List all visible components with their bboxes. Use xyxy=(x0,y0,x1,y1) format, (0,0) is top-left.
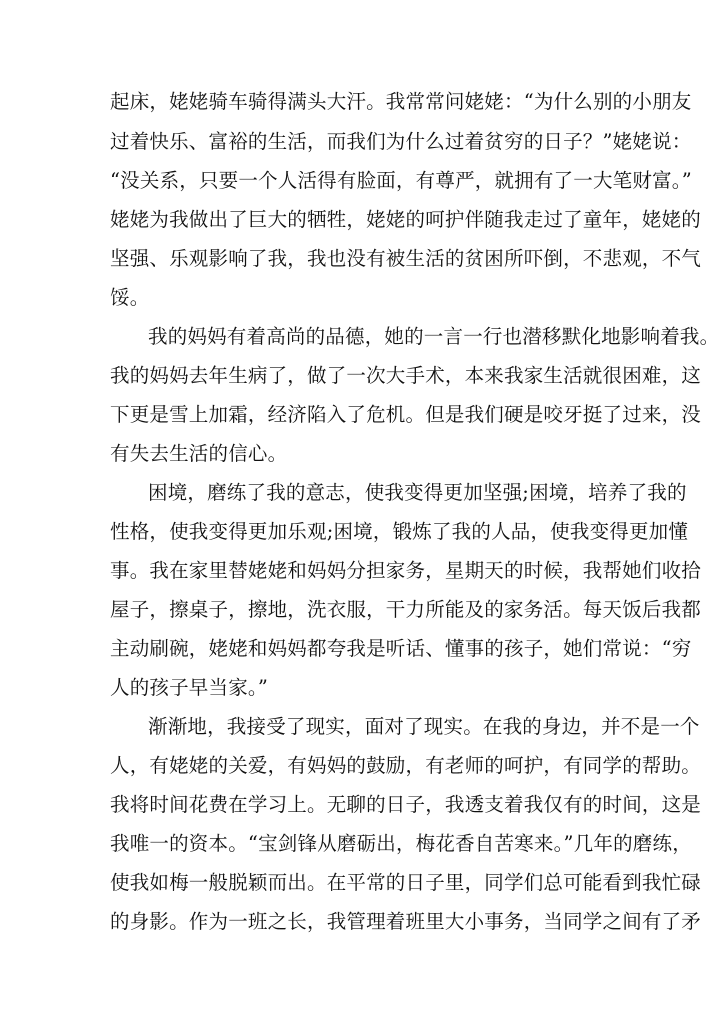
text-line: 屋子，擦桌子，擦地，洗衣服，干力所能及的家务活。每天饭后我都 xyxy=(110,598,702,621)
text-line: 馁。 xyxy=(110,286,150,309)
text-line: 过着快乐、富裕的生活，而我们为什么过着贫穷的日子？”姥姥说： xyxy=(110,130,692,153)
text-line: 人，有姥姥的关爱，有妈妈的鼓励，有老师的呵护，有同学的帮助。 xyxy=(110,754,702,777)
text-line: 我将时间花费在学习上。无聊的日子，我透支着我仅有的时间，这是 xyxy=(110,793,702,816)
paragraph-first-line: 渐渐地，我接受了现实，面对了现实。在我的身边，并不是一个 xyxy=(148,715,700,738)
text-line: “没关系，只要一个人活得有脸面，有尊严，就拥有了一大笔财富。” xyxy=(110,169,692,192)
paragraph-first-line: 我的妈妈有着高尚的品德，她的一言一行也潜移默化地影响着我。 xyxy=(148,325,720,348)
text-line: 坚强、乐观影响了我，我也没有被生活的贫困所吓倒，不悲观，不气 xyxy=(110,247,702,270)
text-line: 下更是雪上加霜，经济陷入了危机。但是我们硬是咬牙挺了过来，没 xyxy=(110,403,702,426)
text-line: 主动刷碗，姥姥和妈妈都夸我是听话、懂事的孩子，她们常说：“穷 xyxy=(110,637,692,660)
text-line: 姥姥为我做出了巨大的牺牲，姥姥的呵护伴随我走过了童年，姥姥的 xyxy=(110,208,702,231)
text-line: 人的孩子早当家。” xyxy=(110,676,269,699)
text-line: 有失去生活的信心。 xyxy=(110,442,288,465)
text-line: 事。我在家里替姥姥和妈妈分担家务，星期天的时候，我帮她们收拾 xyxy=(110,559,702,582)
text-line: 性格，使我变得更加乐观;困境，锻炼了我的人品，使我变得更加懂 xyxy=(110,520,689,543)
text-line: 的身影。作为一班之长，我管理着班里大小事务，当同学之间有了矛 xyxy=(110,910,702,933)
paragraph-first-line: 困境，磨练了我的意志，使我变得更加坚强;困境，培养了我的 xyxy=(148,481,687,504)
text-line: 我的妈妈去年生病了，做了一次大手术，本来我家生活就很困难，这 xyxy=(110,364,702,387)
text-line: 使我如梅一般脱颖而出。在平常的日子里，同学们总可能看到我忙碌 xyxy=(110,871,702,894)
text-line: 起床，姥姥骑车骑得满头大汗。我常常问姥姥：“为什么别的小朋友 xyxy=(110,90,692,113)
text-line: 我唯一的资本。“宝剑锋从磨砺出，梅花香自苦寒来。”几年的磨练， xyxy=(110,832,692,855)
